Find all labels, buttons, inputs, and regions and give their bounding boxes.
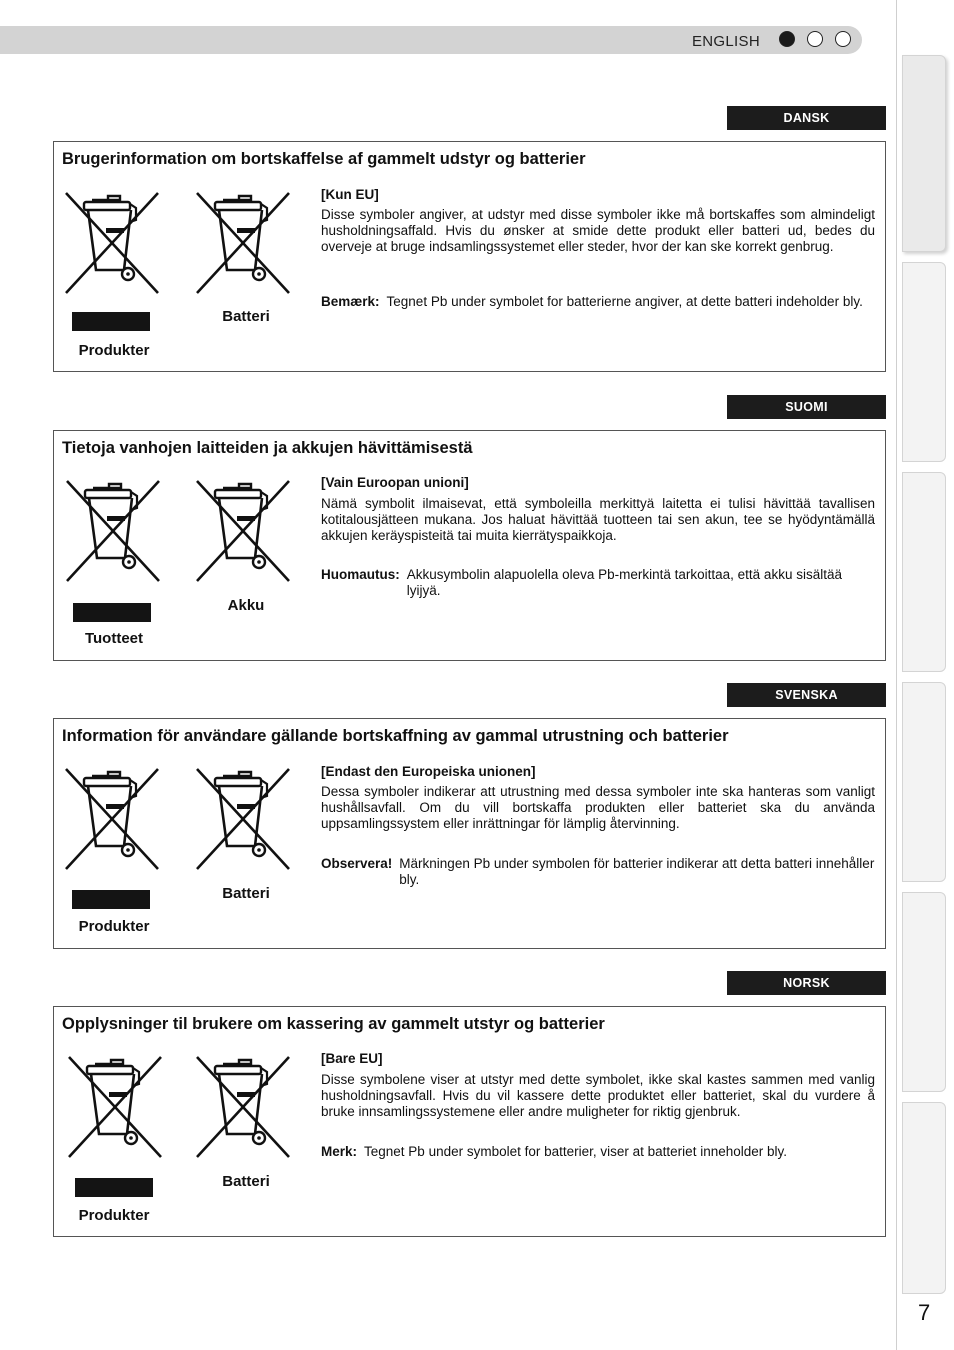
side-tab[interactable]: [902, 472, 946, 672]
language-badge: DANSK: [727, 106, 886, 130]
crossed-bin-icon: [62, 766, 162, 872]
note: [321, 567, 875, 599]
product-symbol-bar: [73, 603, 151, 622]
description-text: Nämä symbolit ilmaisevat, että symboleilla merkittyä laitetta ei tulisi hävittää tavallisen kotitalousjätteen mukana. Jos haluat hävittää tuotteen tai sen akun, tee se hyödyntämällä akkujen keräyspisteitä tai muita kierrätyspaikkoja.: [321, 496, 875, 543]
eu-label: [Kun EU]: [321, 187, 379, 202]
side-tab-active[interactable]: [902, 55, 946, 252]
disposal-section: [53, 141, 886, 372]
page-indicator-dot-active: [779, 31, 795, 47]
crossed-bin-icon: [62, 190, 162, 296]
crossed-bin-icon: [193, 1054, 293, 1160]
eu-label: [Endast den Europeiska unionen]: [321, 764, 536, 779]
battery-label: Batteri: [222, 885, 270, 902]
product-symbol-bar: [75, 1178, 153, 1197]
note-label: Observera!: [321, 856, 393, 871]
language-badge: SUOMI: [727, 395, 886, 419]
side-tab[interactable]: [902, 1102, 946, 1294]
battery-label: Batteri: [222, 1173, 270, 1190]
product-symbol-bar: [72, 312, 150, 331]
description-text: Dessa symboler indikerar att utrustning med dessa symboler inte ska hanteras som vanligt hushållsavfall. Om du vill bortskaffa produkten eller batteriet ska du använda uppsamlingssystem eller inrättningar för lämplig återvinning.: [321, 784, 875, 831]
section-title: Opplysninger til brukere om kassering av gammelt utstyr og batterier: [62, 1015, 605, 1033]
note-text: Märkningen Pb under symbolen för batterier indikerar att detta batteri innehåller bly.: [399, 856, 875, 887]
product-symbol-bar: [72, 890, 150, 909]
side-tab[interactable]: [902, 892, 946, 1092]
language-badge: NORSK: [727, 971, 886, 995]
eu-label: [Bare EU]: [321, 1051, 383, 1066]
crossed-bin-icon: [193, 766, 293, 872]
crossed-bin-icon: [63, 478, 163, 584]
note: [321, 1144, 875, 1160]
note-label: Merk:: [321, 1144, 358, 1159]
description-text: Disse symbolene viser at utstyr med dette symbolet, ikke skal kastes sammen med vanlig husholdningsavfall. Hvis du vil kassere dette produktet eller batteriet, skal du vurdere å bruke innsamlingssystemene eller andre muligheter for riktig gjenbruk.: [321, 1072, 875, 1119]
section-title: Tietoja vanhojen laitteiden ja akkujen hävittämisestä: [62, 439, 473, 457]
side-divider: [896, 0, 897, 1350]
crossed-bin-icon: [193, 190, 293, 296]
side-tab[interactable]: [902, 682, 946, 882]
note-text: Tegnet Pb under symbolet for batterier, viser at batteriet inneholder bly.: [364, 1144, 787, 1159]
header-language-label: ENGLISH: [692, 33, 760, 50]
note-text: Tegnet Pb under symbolet for batterierne angiver, at dette batteri indeholder bly.: [386, 294, 863, 309]
products-label: Produkter: [78, 342, 150, 359]
note-label: Huomautus:: [321, 567, 400, 582]
note: [321, 294, 875, 310]
side-tab[interactable]: [902, 262, 946, 462]
products-label: Produkter: [78, 1207, 150, 1224]
page-number: 7: [918, 1300, 931, 1325]
battery-label: Batteri: [222, 308, 270, 325]
section-title: Information för användare gällande bortskaffning av gammal utrustning och batterier: [62, 727, 729, 745]
note-label: Bemærk:: [321, 294, 380, 309]
products-label: Produkter: [78, 918, 150, 935]
disposal-section: [53, 430, 886, 661]
disposal-section: [53, 718, 886, 949]
eu-label: [Vain Euroopan unioni]: [321, 475, 469, 490]
note-text: Akkusymbolin alapuolella oleva Pb-merkintä tarkoittaa, että akku sisältää lyijyä.: [406, 567, 842, 598]
section-title: Brugerinformation om bortskaffelse af gammelt udstyr og batterier: [62, 150, 586, 168]
page-indicator-dot: [835, 31, 851, 47]
page-indicator-dot: [807, 31, 823, 47]
language-badge: SVENSKA: [727, 683, 886, 707]
disposal-section: [53, 1006, 886, 1237]
battery-label: Akku: [227, 597, 265, 614]
crossed-bin-icon: [65, 1054, 165, 1160]
description-text: Disse symboler angiver, at udstyr med disse symboler ikke må bortskaffes som almindeligt husholdningsaffald. Hvis du ønsker at smide dette produkt eller batteri ud, bedes du overveje at bruge indsamlingssystemet eller steder, hvor der kan ske korrekt genbrug.: [321, 207, 875, 254]
note: [321, 856, 875, 888]
crossed-bin-icon: [193, 478, 293, 584]
products-label: Tuotteet: [84, 630, 144, 647]
